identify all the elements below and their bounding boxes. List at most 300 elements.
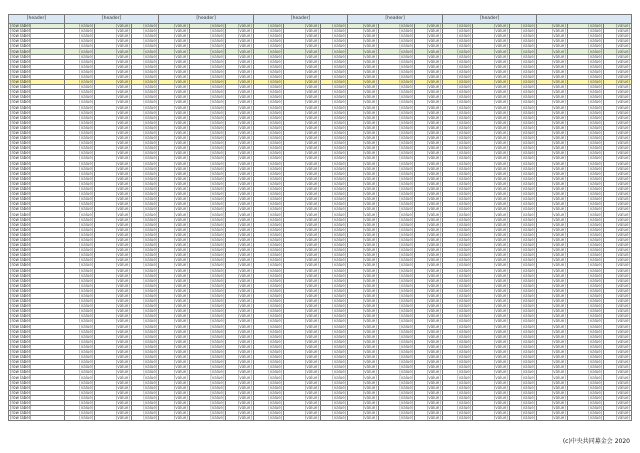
table-cell: [value] (226, 324, 253, 329)
table-cell: [value] (415, 34, 442, 39)
table-cell: [value] (415, 227, 442, 232)
table-cell: [value] (131, 237, 158, 242)
table-cell: [value] (64, 212, 94, 217)
table-cell: [value] (604, 166, 632, 171)
table-cell: [value] (378, 268, 415, 273)
table-cell: [value] (415, 115, 442, 120)
table-cell: [value] (253, 39, 283, 44)
table-cell: [value] (131, 161, 158, 166)
table-cell: [value] (189, 370, 226, 375)
table-cell: [value] (226, 100, 253, 105)
table-cell: [value] (509, 288, 536, 293)
table-cell: [value] (509, 360, 536, 365)
table-cell: [value] (604, 49, 632, 54)
table-cell: [value] (159, 95, 189, 100)
table-cell: [value] (253, 54, 283, 59)
table-cell: [value] (284, 329, 321, 334)
table-cell: [value] (473, 171, 510, 176)
table-cell: [value] (567, 375, 604, 380)
table-cell: [value] (320, 400, 347, 405)
table-cell: [value] (348, 95, 378, 100)
table-cell: [value] (226, 59, 253, 64)
table-cell: [value] (95, 278, 132, 283)
table-cell: [value] (64, 324, 94, 329)
table-cell: [value] (159, 355, 189, 360)
table-cell: [value] (284, 217, 321, 222)
table-cell: [value] (189, 90, 226, 95)
table-cell: [value] (95, 283, 132, 288)
table-cell: [value] (348, 253, 378, 258)
table-cell: [value] (226, 314, 253, 319)
row-label: [row label] (9, 181, 65, 186)
table-cell: [value] (131, 90, 158, 95)
table-cell: [value] (189, 237, 226, 242)
table-cell: [value] (537, 156, 567, 161)
table-cell: [value] (537, 64, 567, 69)
table-cell: [value] (604, 339, 632, 344)
table-cell: [value] (253, 258, 283, 263)
table-cell: [value] (159, 64, 189, 69)
table-cell: [value] (415, 339, 442, 344)
row-label: [row label] (9, 344, 65, 349)
table-cell: [value] (95, 156, 132, 161)
table-cell: [value] (509, 350, 536, 355)
table-cell: [value] (226, 115, 253, 120)
table-cell: [value] (189, 64, 226, 69)
table-cell: [value] (537, 85, 567, 90)
table-cell: [value] (226, 304, 253, 309)
row-label: [row label] (9, 156, 65, 161)
table-cell: [value] (442, 385, 472, 390)
table-cell: [value] (320, 24, 347, 29)
table-cell: [value] (64, 263, 94, 268)
table-cell: [value] (64, 278, 94, 283)
table-cell: [value] (320, 192, 347, 197)
row-label: [row label] (9, 350, 65, 355)
table-cell: [value] (537, 314, 567, 319)
table-cell: [value] (189, 416, 226, 421)
header-cell: [header] (348, 15, 442, 24)
table-cell: [value] (189, 176, 226, 181)
table-cell: [value] (226, 237, 253, 242)
row-label: [row label] (9, 105, 65, 110)
table-cell: [value] (226, 248, 253, 253)
table-cell: [value] (159, 110, 189, 115)
table-cell: [value] (131, 334, 158, 339)
table-cell: [value] (378, 212, 415, 217)
table-cell: [value] (567, 406, 604, 411)
table-cell: [value] (159, 334, 189, 339)
table-cell: [value] (537, 125, 567, 130)
table-cell: [value] (348, 227, 378, 232)
table-cell: [value] (159, 202, 189, 207)
table-cell: [value] (537, 95, 567, 100)
table-cell: [value] (131, 95, 158, 100)
table-cell: [value] (64, 44, 94, 49)
table-cell: [value] (415, 400, 442, 405)
table-cell: [value] (473, 365, 510, 370)
table-cell: [value] (320, 151, 347, 156)
table-cell: [value] (189, 120, 226, 125)
table-cell: [value] (189, 253, 226, 258)
table-cell: [value] (348, 380, 378, 385)
table-cell: [value] (473, 309, 510, 314)
table-cell: [value] (159, 309, 189, 314)
table-cell: [value] (378, 278, 415, 283)
table-cell: [value] (473, 217, 510, 222)
table-cell: [value] (567, 130, 604, 135)
table-cell: [value] (253, 314, 283, 319)
table-cell: [value] (64, 125, 94, 130)
row-label: [row label] (9, 375, 65, 380)
table-cell: [value] (189, 411, 226, 416)
table-cell: [value] (348, 171, 378, 176)
table-cell: [value] (378, 95, 415, 100)
table-cell: [value] (131, 293, 158, 298)
table-cell: [value] (537, 74, 567, 79)
table-cell: [value] (509, 309, 536, 314)
table-cell: [value] (537, 355, 567, 360)
table-cell: [value] (284, 146, 321, 151)
table-cell: [value] (253, 146, 283, 151)
table-cell: [value] (284, 293, 321, 298)
table-cell: [value] (253, 273, 283, 278)
table-cell: [value] (473, 69, 510, 74)
table-cell: [value] (64, 176, 94, 181)
table-cell: [value] (509, 146, 536, 151)
table-cell: [value] (159, 319, 189, 324)
row-label: [row label] (9, 49, 65, 54)
table-cell: [value] (537, 141, 567, 146)
table-cell: [value] (442, 390, 472, 395)
table-cell: [value] (378, 375, 415, 380)
table-cell: [value] (415, 370, 442, 375)
table-cell: [value] (604, 171, 632, 176)
table-cell: [value] (226, 141, 253, 146)
table-cell: [value] (320, 339, 347, 344)
table-cell: [value] (442, 125, 472, 130)
table-cell: [value] (537, 268, 567, 273)
table-cell: [value] (537, 192, 567, 197)
table-cell: [value] (64, 248, 94, 253)
table-cell: [value] (415, 176, 442, 181)
table-cell: [value] (284, 304, 321, 309)
table-cell: [value] (284, 187, 321, 192)
table-cell: [value] (95, 385, 132, 390)
table-cell: [value] (567, 248, 604, 253)
table-cell: [value] (95, 49, 132, 54)
table-cell: [value] (64, 314, 94, 319)
table-cell: [value] (415, 309, 442, 314)
table-cell: [value] (226, 222, 253, 227)
table-cell: [value] (509, 416, 536, 421)
table-cell: [value] (378, 344, 415, 349)
table-cell: [value] (604, 293, 632, 298)
table-cell: [value] (95, 380, 132, 385)
table-cell: [value] (189, 110, 226, 115)
table-cell: [value] (64, 192, 94, 197)
table-cell: [value] (284, 100, 321, 105)
table-cell: [value] (64, 304, 94, 309)
table-cell: [value] (226, 217, 253, 222)
table-cell: [value] (284, 64, 321, 69)
table-cell: [value] (226, 64, 253, 69)
table-cell: [value] (567, 125, 604, 130)
table-cell: [value] (567, 309, 604, 314)
table-cell: [value] (348, 416, 378, 421)
table-cell: [value] (442, 329, 472, 334)
table-cell: [value] (226, 385, 253, 390)
table-cell: [value] (159, 100, 189, 105)
table-cell: [value] (64, 273, 94, 278)
table-cell: [value] (64, 400, 94, 405)
table-cell: [value] (95, 406, 132, 411)
table-cell: [value] (189, 293, 226, 298)
table-cell: [value] (159, 54, 189, 59)
table-cell: [value] (442, 339, 472, 344)
table-cell: [value] (95, 227, 132, 232)
table-cell: [value] (509, 90, 536, 95)
table-cell: [value] (131, 232, 158, 237)
table-cell: [value] (189, 319, 226, 324)
table-cell: [value] (95, 171, 132, 176)
table-cell: [value] (378, 136, 415, 141)
table-cell: [value] (284, 156, 321, 161)
table-cell: [value] (189, 100, 226, 105)
table-cell: [value] (189, 54, 226, 59)
table-cell: [value] (253, 151, 283, 156)
table-cell: [value] (509, 283, 536, 288)
table-cell: [value] (415, 375, 442, 380)
table-cell: [value] (537, 319, 567, 324)
table-cell: [value] (131, 166, 158, 171)
table-cell: [value] (189, 115, 226, 120)
table-cell: [value] (567, 80, 604, 85)
row-label: [row label] (9, 29, 65, 34)
table-cell: [value] (159, 304, 189, 309)
table-cell: [value] (320, 207, 347, 212)
table-cell: [value] (473, 411, 510, 416)
table-cell: [value] (253, 90, 283, 95)
table-cell: [value] (131, 125, 158, 130)
table-cell: [value] (159, 314, 189, 319)
table-cell: [value] (348, 212, 378, 217)
table-cell: [value] (320, 365, 347, 370)
table-cell: [value] (95, 258, 132, 263)
table-cell: [value] (537, 263, 567, 268)
table-cell: [value] (226, 171, 253, 176)
table-cell: [value] (604, 370, 632, 375)
table-cell: [value] (159, 253, 189, 258)
table-cell: [value] (64, 29, 94, 34)
table-cell: [value] (567, 339, 604, 344)
table-cell: [value] (567, 411, 604, 416)
table-cell: [value] (95, 217, 132, 222)
table-cell: [value] (604, 350, 632, 355)
table-cell: [value] (537, 416, 567, 421)
table-cell: [value] (95, 263, 132, 268)
table-cell: [value] (348, 360, 378, 365)
table-cell: [value] (159, 273, 189, 278)
table-cell: [value] (189, 141, 226, 146)
row-label: [row label] (9, 217, 65, 222)
table-cell: [value] (226, 334, 253, 339)
table-cell: [value] (131, 288, 158, 293)
table-cell: [value] (226, 202, 253, 207)
table-cell: [value] (284, 237, 321, 242)
table-cell: [value] (473, 64, 510, 69)
table-cell: [value] (537, 49, 567, 54)
table-cell: [value] (378, 222, 415, 227)
table-cell: [value] (415, 29, 442, 34)
table-cell: [value] (320, 334, 347, 339)
table-cell: [value] (226, 365, 253, 370)
table-cell: [value] (567, 385, 604, 390)
table-cell: [value] (131, 380, 158, 385)
table-cell: [value] (604, 334, 632, 339)
row-label: [row label] (9, 44, 65, 49)
table-cell: [value] (509, 161, 536, 166)
table-cell: [value] (378, 34, 415, 39)
table-cell: [value] (604, 74, 632, 79)
table-cell: [value] (348, 125, 378, 130)
table-cell: [value] (378, 130, 415, 135)
table-cell: [value] (348, 64, 378, 69)
table-cell: [value] (415, 74, 442, 79)
table-cell: [value] (378, 293, 415, 298)
table-cell: [value] (95, 24, 132, 29)
table-cell: [value] (95, 339, 132, 344)
table-cell: [value] (131, 171, 158, 176)
table-cell: [value] (189, 355, 226, 360)
table-cell: [value] (509, 299, 536, 304)
row-label: [row label] (9, 207, 65, 212)
table-cell: [value] (226, 24, 253, 29)
table-cell: [value] (189, 406, 226, 411)
table-cell: [value] (131, 105, 158, 110)
table-cell: [value] (604, 64, 632, 69)
table-cell: [value] (189, 248, 226, 253)
table-cell: [value] (131, 181, 158, 186)
table-cell: [value] (320, 329, 347, 334)
table-cell: [value] (604, 288, 632, 293)
table-cell: [value] (226, 90, 253, 95)
table-cell: [value] (567, 69, 604, 74)
table-cell: [value] (537, 309, 567, 314)
table-cell: [value] (415, 253, 442, 258)
table-cell: [value] (473, 202, 510, 207)
row-label: [row label] (9, 192, 65, 197)
table-cell: [value] (348, 385, 378, 390)
table-cell: [value] (442, 344, 472, 349)
table-cell: [value] (64, 24, 94, 29)
table-cell: [value] (284, 212, 321, 217)
table-cell: [value] (159, 278, 189, 283)
table-cell: [value] (473, 115, 510, 120)
table-cell: [value] (226, 95, 253, 100)
table-cell: [value] (378, 207, 415, 212)
table-cell: [value] (509, 370, 536, 375)
table-cell: [value] (189, 273, 226, 278)
table-cell: [value] (189, 80, 226, 85)
row-label: [row label] (9, 324, 65, 329)
table-cell: [value] (509, 355, 536, 360)
table-cell: [value] (320, 44, 347, 49)
table-cell: [value] (473, 207, 510, 212)
table-cell: [value] (473, 34, 510, 39)
table-cell: [value] (131, 222, 158, 227)
table-cell: [value] (442, 334, 472, 339)
table-cell: [value] (378, 355, 415, 360)
table-cell: [value] (473, 324, 510, 329)
table-cell: [value] (348, 400, 378, 405)
table-cell: [value] (320, 324, 347, 329)
table-cell: [value] (442, 232, 472, 237)
table-cell: [value] (253, 49, 283, 54)
table-cell: [value] (131, 365, 158, 370)
table-cell: [value] (189, 171, 226, 176)
table-cell: [value] (348, 314, 378, 319)
table-cell: [value] (442, 253, 472, 258)
table-cell: [value] (415, 161, 442, 166)
table-cell: [value] (131, 100, 158, 105)
table-cell: [value] (604, 59, 632, 64)
table-cell: [value] (189, 74, 226, 79)
table-cell: [value] (442, 115, 472, 120)
table-cell: [value] (64, 299, 94, 304)
row-label: [row label] (9, 263, 65, 268)
row-label: [row label] (9, 232, 65, 237)
table-cell: [value] (378, 370, 415, 375)
table-cell: [value] (378, 166, 415, 171)
table-cell: [value] (415, 197, 442, 202)
table-cell: [value] (95, 360, 132, 365)
table-cell: [value] (442, 207, 472, 212)
table-cell: [value] (509, 248, 536, 253)
table-cell: [value] (473, 390, 510, 395)
table-cell: [value] (253, 232, 283, 237)
table-cell: [value] (284, 339, 321, 344)
table-cell: [value] (159, 232, 189, 237)
table-cell: [value] (159, 146, 189, 151)
table-cell: [value] (159, 120, 189, 125)
table-cell: [value] (348, 324, 378, 329)
table-cell: [value] (284, 44, 321, 49)
table-cell: [value] (95, 395, 132, 400)
table-cell: [value] (95, 355, 132, 360)
table-cell: [value] (284, 181, 321, 186)
table-cell: [value] (348, 375, 378, 380)
table-cell: [value] (226, 263, 253, 268)
table-cell: [value] (378, 105, 415, 110)
table-cell: [value] (159, 237, 189, 242)
table-cell: [value] (348, 176, 378, 181)
table-cell: [value] (567, 278, 604, 283)
table-cell: [value] (415, 360, 442, 365)
row-label: [row label] (9, 64, 65, 69)
table-cell: [value] (442, 156, 472, 161)
table-cell: [value] (159, 85, 189, 90)
row-label: [row label] (9, 416, 65, 421)
table-cell: [value] (567, 288, 604, 293)
table-cell: [value] (320, 95, 347, 100)
table-cell: [value] (253, 365, 283, 370)
table-cell: [value] (95, 309, 132, 314)
table-cell: [value] (320, 375, 347, 380)
table-cell: [value] (189, 105, 226, 110)
row-label: [row label] (9, 385, 65, 390)
table-cell: [value] (604, 283, 632, 288)
